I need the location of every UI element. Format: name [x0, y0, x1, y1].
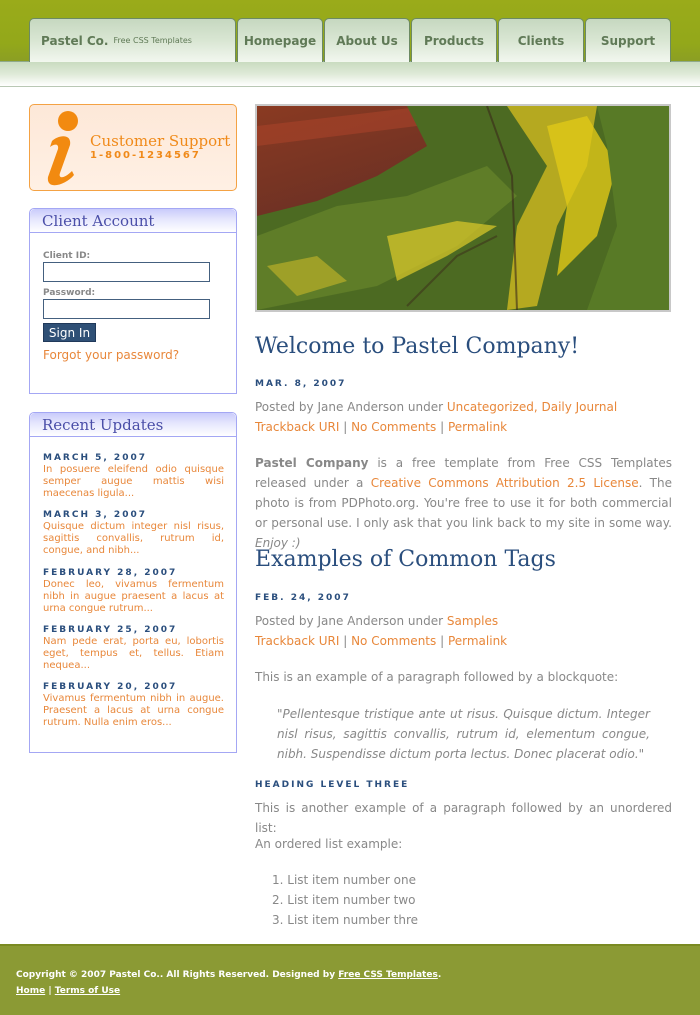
customer-support-box: [29, 104, 237, 191]
link-separator: |: [339, 634, 352, 648]
client-id-label: Client ID:: [43, 251, 91, 261]
post-date: MAR. 8, 2007: [255, 379, 347, 389]
posted-by: Posted by Jane Anderson under: [255, 614, 447, 628]
post-body: [255, 453, 672, 553]
designer-link[interactable]: Free CSS Templates: [338, 970, 438, 980]
body-italic: Enjoy :): [255, 536, 301, 550]
license-link[interactable]: Creative Commons Attribution 2.5 License: [370, 476, 639, 490]
update-item: [43, 509, 224, 557]
header-photo: [255, 104, 671, 312]
recent-updates-box: [29, 412, 237, 753]
post-links: [255, 631, 507, 651]
comments-link[interactable]: No Comments: [351, 634, 437, 648]
password-input[interactable]: [43, 299, 210, 319]
list-item: 1. List item number one: [272, 873, 416, 887]
update-date: MARCH 5, 2007: [43, 453, 147, 463]
logo[interactable]: [29, 18, 236, 62]
update-link[interactable]: Nam pede erat, porta eu, lobortis eget, tempus et, tellus. Etiam nequea...: [43, 636, 224, 671]
footer-home-link[interactable]: Home: [16, 986, 46, 996]
client-id-input[interactable]: [43, 262, 210, 282]
client-account-box: [29, 208, 237, 394]
support-phone: 1-800-1234567: [90, 150, 201, 161]
copyright-text: Copyright © 2007 Pastel Co.. All Rights Reserved. Designed by: [16, 970, 339, 980]
body-bold: Pastel Company: [255, 456, 369, 470]
footer-links: [16, 986, 120, 996]
header-band: [0, 61, 700, 87]
update-link[interactable]: Quisque dictum integer nisl risus, sagittis convallis, rutrum id, congue, and nibh...: [43, 521, 224, 556]
forgot-password-link[interactable]: Forgot your password?: [43, 348, 180, 362]
post-title: Welcome to Pastel Company!: [255, 334, 580, 359]
update-date: FEBRUARY 25, 2007: [43, 625, 178, 635]
list-item: 3. List item number thre: [272, 913, 418, 927]
update-item: [43, 624, 224, 672]
post-meta: [255, 611, 498, 631]
category-uncategorized-link[interactable]: Uncategorized: [446, 400, 534, 414]
footer-terms-link[interactable]: Terms of Use: [54, 986, 121, 996]
update-date: FEBRUARY 28, 2007: [43, 568, 178, 578]
ordered-list: [272, 870, 418, 930]
copyright: [16, 970, 441, 980]
post-meta: [255, 397, 617, 417]
category-daily-journal-link[interactable]: Daily Journal: [541, 400, 618, 414]
category-separator: ,: [533, 400, 542, 414]
blockquote: "Pellentesque tristique ante ut risus. Quisque dictum. Integer nisl risus, sagittis convallis, rutrum id, elementum congue, nibh. Suspendisse dictum porta lectus. Donec placerat odio.": [277, 707, 650, 761]
recent-updates-title: Recent Updates: [30, 413, 236, 437]
intro-paragraph: This is an example of a paragraph followed by a blockquote:: [255, 670, 619, 684]
footer: [0, 944, 700, 1015]
list-item: 2. List item number two: [272, 893, 416, 907]
update-date: MARCH 3, 2007: [43, 510, 147, 520]
update-item: [43, 452, 224, 500]
post-date: FEB. 24, 2007: [255, 593, 351, 603]
comments-link[interactable]: No Comments: [351, 420, 437, 434]
category-samples-link[interactable]: Samples: [446, 614, 499, 628]
trackback-link[interactable]: Trackback URI: [255, 420, 340, 434]
post-title: Examples of Common Tags: [255, 547, 556, 572]
nav-clients[interactable]: Clients: [498, 18, 584, 62]
nav-homepage[interactable]: Homepage: [237, 18, 323, 62]
info-icon: [38, 109, 88, 189]
update-date: FEBRUARY 20, 2007: [43, 682, 178, 692]
logo-name: Pastel Co.: [41, 33, 109, 48]
permalink-link[interactable]: Permalink: [447, 634, 508, 648]
body-text: is a free template from Free CSS Templates released under a: [255, 456, 672, 490]
link-separator: |: [436, 634, 448, 648]
password-label: Password:: [43, 288, 96, 298]
update-link[interactable]: In posuere eleifend odio quisque semper augue mattis wisi maecenas ligula...: [43, 464, 224, 499]
permalink-link[interactable]: Permalink: [447, 420, 508, 434]
paragraph-unordered: This is another example of a paragraph followed by an unordered list:: [255, 801, 672, 835]
link-separator: |: [339, 420, 352, 434]
nav-support[interactable]: Support: [585, 18, 671, 62]
post-links: [255, 417, 507, 437]
paragraph-ordered: An ordered list example:: [255, 837, 403, 851]
update-item: [43, 567, 224, 615]
trackback-link[interactable]: Trackback URI: [255, 634, 340, 648]
heading-level-three: HEADING LEVEL THREE: [255, 780, 410, 790]
footer-separator: |: [45, 986, 55, 996]
nav-products[interactable]: Products: [411, 18, 497, 62]
update-link[interactable]: Donec leo, vivamus fermentum nibh in augue praesent a lacus at urna congue rutrum...: [43, 579, 224, 614]
nav-about-us[interactable]: About Us: [324, 18, 410, 62]
sign-in-button[interactable]: Sign In: [43, 323, 96, 342]
update-link[interactable]: Vivamus fermentum nibh in augue. Praesent a lacus at urna congue rutrum. Nulla enim eros...: [43, 693, 224, 728]
body-text: . The photo is from PDPhoto.org. You're free to use it for both commercial or personal use. I only ask that you link back to my site in some way.: [255, 476, 672, 530]
update-item: [43, 681, 224, 729]
canyon-trees-image: [257, 106, 669, 310]
logo-tagline: Free CSS Templates: [113, 36, 192, 45]
client-account-title: Client Account: [30, 209, 236, 233]
posted-by: Posted by Jane Anderson under: [255, 400, 447, 414]
link-separator: |: [436, 420, 448, 434]
copyright-end: .: [437, 970, 442, 980]
support-title: Customer Support: [90, 132, 231, 150]
